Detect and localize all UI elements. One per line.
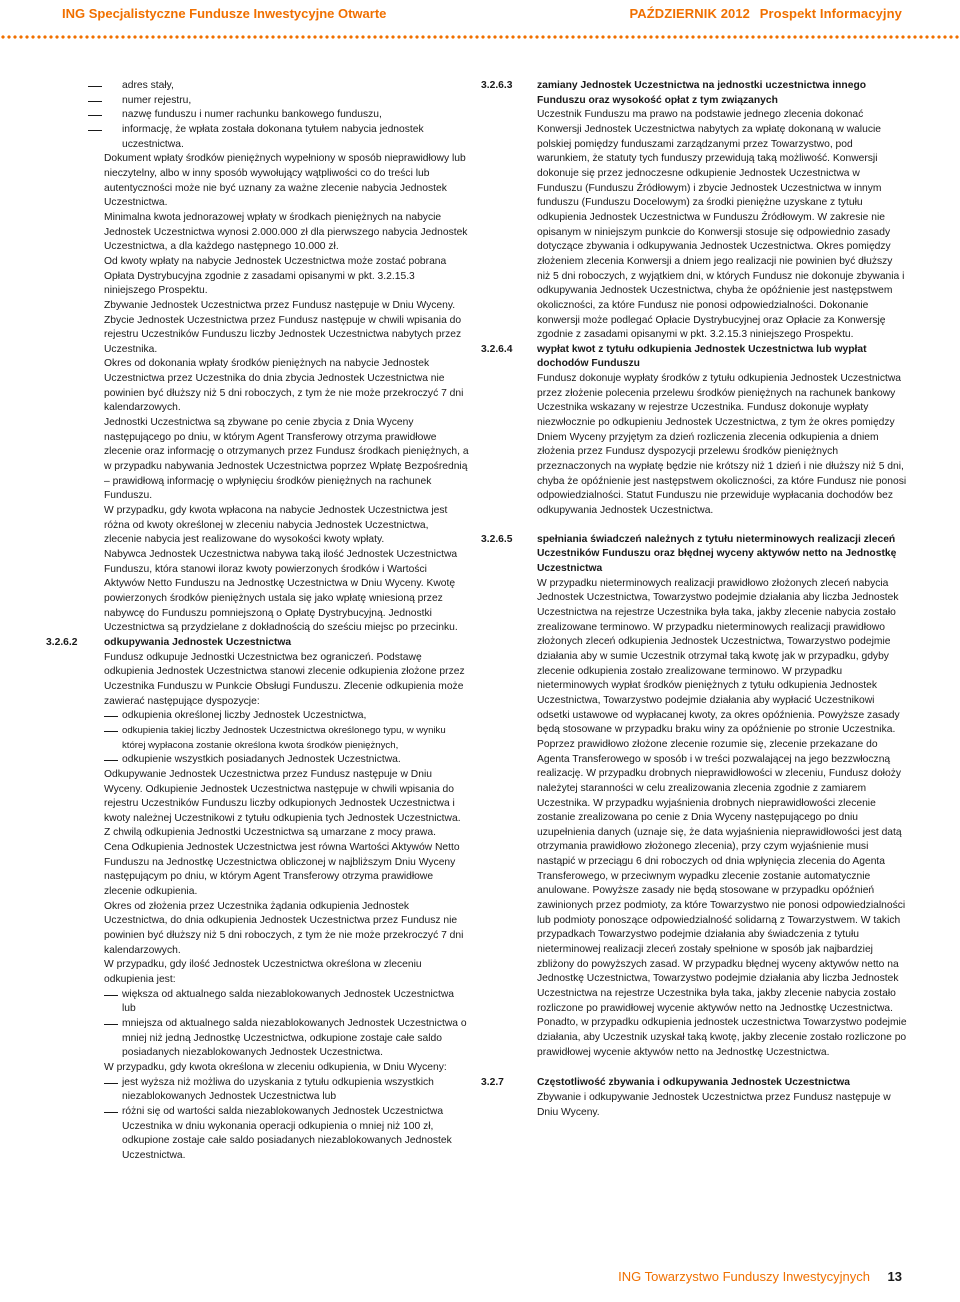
paragraph: Zbywanie Jednostek Uczestnictwa przez Fundusz następuje w Dniu Wyceny. Zbycie Jednostek Uczestnictwa przez Fundusz następuje w chwili wpisania do rejestru Uczestników Funduszu liczby Jednostek Uczestnictwa nabytych przez Uczestnika. xyxy=(104,299,462,355)
header-right xyxy=(629,6,902,21)
list-item: adres stały, xyxy=(104,79,469,94)
header-month: PAŹDZIERNIK 2012 xyxy=(629,6,751,21)
dash-bullet-icon xyxy=(88,101,102,102)
paragraph: Minimalna kwota jednorazowej wpłaty w środkach pieniężnych na nabycie Jednostek Uczestnictwa wynosi 2.000.000 zł dla pierwszego nabycia Jednostek Uczestnictwa, a dla każdego następnego 10.000 zł. xyxy=(104,211,468,253)
paragraph: Fundusz odkupuje Jednostki Uczestnictwa bez ograniczeń. Podstawę odkupienia Jednostek Uczestnictwa stanowi zlecenie odkupienia złożone przez Uczestnika Funduszu w Punkcie Obsługi Funduszu. Zlecenie odkupienia może zawierać następujące dyspozycje: xyxy=(104,651,465,707)
section-number: 3.2.6.3 xyxy=(481,80,513,91)
page-footer xyxy=(0,1262,960,1302)
dash-bullet-icon xyxy=(104,1112,118,1113)
dash-bullet-icon xyxy=(104,1024,118,1025)
list-item: większa od aktualnego salda niezablokowanych Jednostek Uczestnictwa lub xyxy=(104,988,469,1017)
list-item: numer rejestru, xyxy=(104,94,469,109)
section-title: spełniania świadczeń należnych z tytułu nieterminowych realizacji zleceń Uczestników Funduszu oraz błędnej wyceny aktywów netto na Jednostkę Uczestnictwa xyxy=(537,533,897,574)
paragraph: Uczestnik Funduszu ma prawo na podstawie jednego zlecenia dokonać Konwersji Jednostek Uczestnictwa nabytych za wpłatę dokonaną w walucie polskiej pomiędzy funduszami zarządzanymi przez Towarzystwo, pod warunkiem, że statuty tych funduszy przewidują taką możliwość. Konwersji dokonuje się przez jednoczesne odkupienie Jednostek Uczestnictwa w Funduszu (Funduszu Źródłowym) i zbycie Jednostek Uczestnictwa w innym funduszu (Funduszu Docelowym) za środki pieniężne uzyskane z tytułu odkupienia Jednostek Uczestnictwa w Funduszu Źródłowym. W zakresie nie opisanym w niniejszym punkcie do Konwersji stosuje się odpowiednio zasady dotyczące zbywania i odkupywania Jednostek Uczestnictwa. Okres pomiędzy złożeniem zlecenia Konwersji a dniem jego realizacji nie powinien być dłuższy niż 5 dni roboczych, z wyjątkiem dni, w których Fundusz nie dokonuje zbywania i odkupywania Jednostek Uczestnictwa, chyba że opóźnienie jest następstwem okoliczności, za które Fundusz nie ponosi odpowiedzialności. Dokonanie konwersji może podlegać Opłacie Dystrybucyjnej oraz Opłacie za Konwersję zgodnie z zasadami opisanymi w pkt. 3.2.15.3 niniejszego Prospektu. xyxy=(537,109,905,341)
dash-bullet-icon xyxy=(104,1083,118,1084)
dash-bullet-icon xyxy=(104,995,118,996)
list-item: mniejsza od aktualnego salda niezablokowanych Jednostek Uczestnictwa o mniej niż jedną Jednostkę Uczestnictwa, odkupione zostaje całe saldo posiadanych niezablokowanych Jednostek Uczestnictwa. xyxy=(104,1017,469,1061)
list-item: odkupienie wszystkich posiadanych Jednostek Uczestnictwa. xyxy=(104,753,469,768)
list-item: nazwę funduszu i numer rachunku bankowego funduszu, xyxy=(104,108,469,123)
list-item: różni się od wartości salda niezablokowanych Jednostek Uczestnictwa Uczestnika w dniu wykonania operacji odkupienia o mniej niż 100 zł, odkupione zostaje całe saldo posiadanych niezablokowanych Jednostek Uczestnictwa. xyxy=(104,1105,469,1164)
header-doc-type: Prospekt Informacyjny xyxy=(759,6,902,21)
section-number: 3.2.7 xyxy=(481,1077,504,1089)
section-number: 3.2.6.2 xyxy=(46,636,78,648)
page-header xyxy=(0,0,960,34)
section-title: odkupywania Jednostek Uczestnictwa xyxy=(104,636,292,648)
paragraph: Cena Odkupienia Jednostek Uczestnictwa jest równa Wartości Aktywów Netto Funduszu na Jednostkę Uczestnictwa obliczonej w najbliższym Dniu Wyceny następującym po dniu, w którym Agent Transferowy otrzyma prawidłowe zlecenie odkupienia. xyxy=(104,842,460,898)
paragraph: Okres od dokonania wpłaty środków pieniężnych na nabycie Jednostek Uczestnictwa przez Uczestnika do dnia zbycia Jednostek Uczestnictwa nie powinien być dłuższy niż 5 dni roboczych, z tym że nie może przekroczyć 7 dni kalendarzowych. xyxy=(104,358,464,414)
paragraph: W przypadku, gdy ilość Jednostek Uczestnictwa określona w zleceniu odkupienia jest: xyxy=(104,959,422,986)
section-number: 3.2.6.4 xyxy=(481,343,513,355)
paragraph: W przypadku nieterminowych realizacji prawidłowo złożonych zleceń nabycia Jednostek Uczestnictwa, Towarzystwo podejmie działania aby liczba Jednostek Uczestnictwa na rejestrze Uczestnika była taka, jakby zlecenie nabycia zostało zrealizowane terminowo. W przypadku nieterminowych realizacji prawidłowo złożonych zleceń odkupienia Jednostek Uczestnictwa, Towarzystwo podejmie działania aby w sumie Uczestnik otrzymał taką kwotę jak w przypadku, gdyby zlecenie odkupienia zostało zrealizowane terminowo. W przypadku nieterminowych wypłat środków pieniężnych z tytułu odkupienia Jednostek Uczestnictwa, Towarzystwo podejmie działania aby wypłacić Uczestnikowi odsetki ustawowe od wypłacanej kwoty, za okres opóźnienia. Powyższe zasady będą stosowane w przypadku braku winy za opóźnienie po stronie Uczestnika. Poprzez prawidłowo złożone zlecenie rozumie się, zlecenie przekazane do Agenta Transferowego w sposób i w treści pozwalającej na jego bezzwłoczną realizację. W przypadku drobnych nieprawidłowości w zleceniu, Fundusz dołoży należytej staranności w celu zrealizowania zlecenia zgodnie z zamiarem Uczestnika. W przypadku wyjaśnienia drobnych nieprawidłowości zlecenie zostanie zrealizowana po cenie z Dnia Wyceny następującego po dniu uzupełnienia danych (uznaje się, że data wyjaśnienia nieprawidłowości jest datą otrzymania prawidłowo złożonego zlecenia), przy czym wyjaśnienie musi nastąpić w przeciągu 6 dni roboczych od dnia wpłynięcia zlecenia do Agenta Transferowego, w przeciwnym wypadku zlecenie zostanie automatycznie anulowane. Powyższe zasady nie będą stosowane w przypadku opóźnień zawinionych przez podmioty, za które Towarzystwo nie ponosi odpowiedzialności lub podmioty ponoszące odpowiedzialność solidarną z Towarzystwem. W takich przypadkach Towarzystwo podejmie działania aby świadczenia z tytułu nieterminowej realizacji zleceń zostały spełnione w sposób jak najbardziej zbliżony do powyższych zasad. W przypadku błędnej wyceny aktywów netto na Jednostkę Uczestnictwa, Towarzystwo podejmie działania aby liczba Jednostek Uczestnictwa na rejestrze Uczestnika była taka, jakby zlecenie nabycia zostało rozliczone po prawidłowej wycenie aktywów netto na Jednostkę Uczestnictwa. Ponadto, w przypadku odkupienia jednostek uczestnictwa Towarzystwo podejmie działania, aby Uczestnik uzyskał taką kwotę, jakby zlecenie zostało rozliczone po prawidłowej wycenie aktywów netto na Jednostkę Uczestnictwa. xyxy=(537,577,907,1058)
dash-bullet-icon xyxy=(88,130,102,131)
section-title: wypłat kwot z tytułu odkupienia Jednostek Uczestnictwa lub wypłat dochodów Funduszu xyxy=(537,343,867,370)
dash-bullet-icon xyxy=(88,115,102,116)
paragraph: Zbywanie i odkupywanie Jednostek Uczestnictwa przez Fundusz następuje w Dniu Wyceny. xyxy=(537,1091,891,1118)
list-item: jest wyższa niż możliwa do uzyskania z tytułu odkupienia wszystkich niezablokowanych Jednostek Uczestnictwa lub xyxy=(104,1076,469,1105)
dash-bullet-icon xyxy=(104,716,118,717)
section-3-2-6-2 xyxy=(46,636,469,651)
paragraph: Od kwoty wpłaty na nabycie Jednostek Uczestnictwa może zostać pobrana Opłata Dystrybucyjna zgodnie z zasadami opisanymi w pkt. 3.2.15.3 niniejszego Prospektu. xyxy=(104,255,447,297)
list-item: odkupienia określonej liczby Jednostek Uczestnictwa, xyxy=(104,709,469,724)
section-3-2-6-3 xyxy=(481,79,907,343)
paragraph: Fundusz dokonuje wypłaty środków z tytułu odkupienia Jednostek Uczestnictwa przez złożenie polecenia przelewu środków pieniężnych na rachunek bankowy Uczestnika wskazany w rejestrze Uczestnika. Fundusz dokonuje wypłaty niezwłocznie po odkupieniu Jednostek Uczestnictwa, z tym że okres pomiędzy Dniem Wyceny przyjętym za dzień rozliczenia zlecenia odkupienia a dniem złożenia przez Fundusz dyspozycji przelewu środków pieniężnych przeznaczonych na wypłatę będzie nie krótszy niż 1 dzień i nie dłuższy niż 5 dni, chyba że opóźnienie jest następstwem okoliczności, za które Fundusz nie ponosi odpowiedzialności. Statut Funduszu nie przewiduje wypłacania dochodów bez odkupywania Jednostek Uczestnictwa. xyxy=(537,373,907,517)
dotted-divider xyxy=(0,34,960,40)
list-item: informację, że wpłata została dokonana tytułem nabycia jednostek uczestnictwa. xyxy=(104,123,469,152)
section-3-2-6-4 xyxy=(481,343,907,519)
dash-bullet-icon xyxy=(104,731,118,732)
section-title: zamiany Jednostek Uczestnictwa na jednostki uczestnictwa innego Funduszu oraz wysokość opłat z tym związanych xyxy=(537,80,867,106)
section-title: Częstotliwość zbywania i odkupywania Jednostek Uczestnictwa xyxy=(537,1077,850,1089)
right-column xyxy=(481,79,907,1120)
paragraph: Odkupywanie Jednostek Uczestnictwa przez Fundusz następuje w Dniu Wyceny. Odkupienie Jednostek Uczestnictwa następuje w chwili wpisania do rejestru Uczestników Funduszu liczby odkupionych Jednostek Uczestnictwa i kwoty należnej Uczestnikowi z tytułu odkupienia tych Jednostek Uczestnictwa. Z chwilą odkupienia Jednostki Uczestnictwa są umarzane z mocy prawa. xyxy=(104,768,461,839)
paragraph: Okres od złożenia przez Uczestnika żądania odkupienia Jednostek Uczestnictwa, do dnia odkupienia Jednostek Uczestnictwa przez Fundusz nie powinien być dłuższy niż 5 dni roboczych, z tym że nie może przekroczyć 7 dni kalendarzowych. xyxy=(104,900,464,956)
left-column xyxy=(46,79,469,1164)
page-number: 13 xyxy=(887,1269,902,1284)
footer-company: ING Towarzystwo Funduszy Inwestycyjnych xyxy=(618,1269,870,1284)
paragraph: Nabywca Jednostek Uczestnictwa nabywa taką ilość Jednostek Uczestnictwa Funduszu, która stanowi iloraz kwoty powierzonych środków i Wartości Aktywów Netto Funduszu na Jednostkę Uczestnictwa w Dniu Wyceny. Kwotę powierzonych środków pieniężnych ustala się jako wpłatę wniesioną przez nabywcę do Funduszu pomniejszoną o Opłatę Dystrybucyjną. Jednostki Uczestnictwa są przydzielane z dokładnością do sześciu miejsc po przecinku. xyxy=(104,549,458,634)
dash-bullet-icon xyxy=(88,86,102,87)
dash-bullet-icon xyxy=(104,760,118,761)
document-title: ING Specjalistyczne Fundusze Inwestycyjne Otwarte xyxy=(62,6,387,21)
paragraph: Jednostki Uczestnictwa są zbywane po cenie zbycia z Dnia Wyceny następującego po dniu, w którym Agent Transferowy otrzyma prawidłowe zlecenie oraz informację o otrzymanych przez Fundusz środkach pieniężnych, a w przypadku nabywania Jednostek Uczestnictwa poprzez Wpłatę Bezpośrednią – prawidłową informację o wpłynięciu środków pieniężnych na rachunek Funduszu. xyxy=(104,417,469,502)
section-3-2-7 xyxy=(481,1076,907,1120)
section-number: 3.2.6.5 xyxy=(481,533,513,545)
paragraph: W przypadku, gdy kwota określona w zleceniu odkupienia, w Dniu Wyceny: xyxy=(104,1061,447,1073)
paragraph: Dokument wpłaty środków pieniężnych wypełniony w sposób nieprawidłowy lub nieczytelny, albo w inny sposób wywołujący wątpliwości co do treści lub autentyczności może nie być uznany za ważne zlecenie nabycia Jednostek Uczestnictwa. xyxy=(104,153,466,209)
list-item: odkupienia takiej liczby Jednostek Uczestnictwa określonego typu, w wyniku której wypłacona zostanie określona kwota środków pieniężnych, xyxy=(104,724,469,753)
section-3-2-6-5 xyxy=(481,533,907,1061)
paragraph: W przypadku, gdy kwota wpłacona na nabycie Jednostek Uczestnictwa jest różna od kwoty określonej w zleceniu nabycia Jednostek Uczestnictwa, zlecenie nabycia jest realizowane do wysokości kwoty wpłaty. xyxy=(104,505,448,546)
